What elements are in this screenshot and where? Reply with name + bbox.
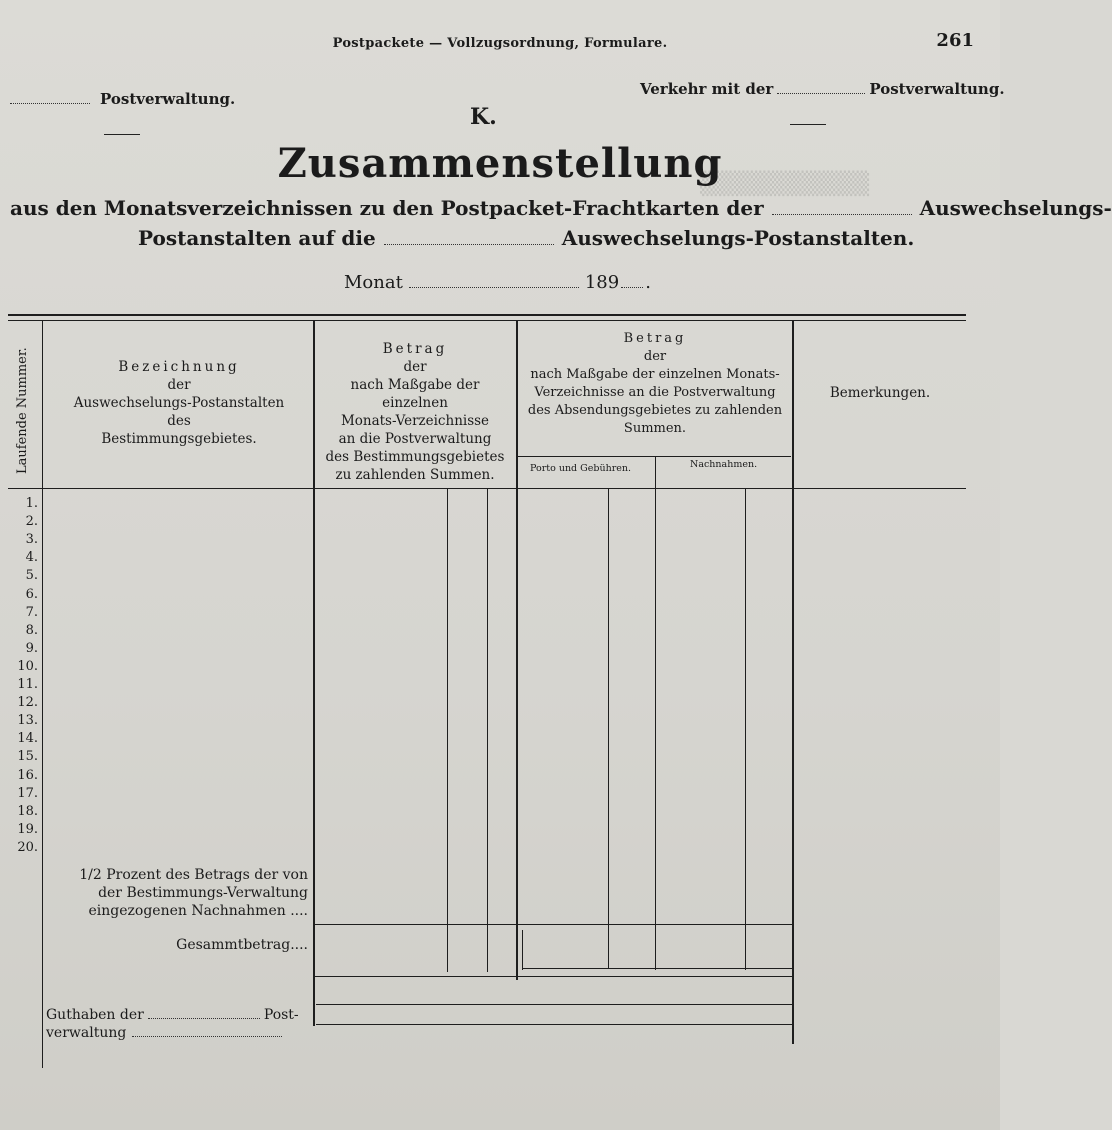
col-divider-4	[792, 320, 794, 1044]
blank-line	[148, 1018, 260, 1019]
credit-post: Post-	[263, 1007, 299, 1023]
col4-line: der	[643, 349, 667, 364]
credit-rule	[316, 1024, 792, 1025]
page-number: 261	[936, 30, 974, 51]
col4-line: des Absendungsgebietes zu zahlenden	[527, 403, 783, 418]
row-number: 17.	[17, 785, 38, 801]
col-header-amount-destination	[316, 340, 514, 484]
row-number: 9.	[25, 640, 38, 656]
amount-subrule	[655, 456, 656, 970]
divider	[790, 124, 826, 125]
blank-line	[132, 1036, 282, 1037]
row-number: 8.	[25, 622, 38, 638]
row-number: 20.	[17, 839, 38, 855]
blank-line	[621, 287, 643, 288]
row-number: 11.	[17, 677, 38, 692]
table-top-rule	[8, 314, 966, 316]
row-number: 19.	[17, 821, 38, 837]
col2-line: Bestimmungsgebietes.	[101, 431, 257, 447]
col4-sub-rule	[517, 456, 791, 457]
bleed-through-text: ▒▒▒▒▒▒▒▒▒▒	[700, 172, 870, 197]
subtitle-line-2	[138, 226, 914, 250]
credit-end: verwaltung	[46, 1025, 127, 1041]
col2-line: Bezeichnung	[118, 359, 240, 375]
row-number: 2.	[25, 514, 38, 530]
row-number: 18.	[17, 803, 38, 819]
blank-line	[384, 244, 554, 245]
col3-line: Monats-Verzeichnisse	[340, 413, 490, 429]
page-title: Zusammenstellung	[277, 140, 723, 187]
col-header-designation	[48, 358, 310, 448]
col3-line: an die Postverwaltung	[338, 431, 492, 447]
amount-subrule	[447, 488, 448, 972]
col-header-amount-origin	[519, 330, 791, 438]
total-rule	[522, 968, 792, 969]
credit-rule	[316, 1004, 792, 1005]
row-number: 7.	[25, 604, 38, 620]
percent-line: eingezogenen Nachnahmen ....	[88, 903, 308, 919]
amount-subrule	[487, 488, 488, 972]
subtitle-line-1	[10, 196, 1112, 220]
right-admin-prefix: Verkehr mit der	[640, 80, 774, 98]
col-divider-1	[42, 320, 43, 1068]
subtitle-1-end: Auswechselungs-	[919, 196, 1112, 220]
year-prefix: 189	[584, 272, 620, 293]
col3-line: zu zahlenden Summen.	[335, 467, 495, 483]
credit-line-1	[46, 1006, 314, 1024]
credit-line-2	[46, 1024, 314, 1042]
total-rule	[313, 976, 792, 977]
blank-line	[777, 93, 865, 94]
credit-label	[46, 1006, 314, 1042]
percent-sum-rule	[313, 924, 792, 925]
running-head: Postpackete — Vollzugsordnung, Formulare.	[332, 36, 668, 51]
col-divider-2	[313, 320, 315, 1026]
col4-line: Summen.	[623, 421, 687, 436]
row-number: 3.	[25, 532, 38, 548]
col4-line: Betrag	[623, 331, 687, 346]
col2-line: Auswechselungs-Postanstalten	[73, 395, 285, 411]
col4-line: nach Maßgabe der einzelnen Monats-	[530, 367, 780, 382]
col2-line: der	[167, 377, 191, 393]
divider	[104, 134, 140, 135]
right-administration-line	[640, 80, 1005, 98]
col-subheader-postage: Porto und Gebühren.	[530, 463, 631, 474]
row-number: 13.	[17, 713, 38, 729]
blank-line	[10, 103, 90, 104]
row-number: 10.	[17, 658, 38, 674]
col-subheader-cod: Nachnahmen.	[690, 459, 758, 470]
left-administration-line	[10, 90, 235, 108]
percent-line: der Bestimmungs-Verwaltung	[98, 885, 308, 901]
subtitle-1-start: aus den Monatsverzeichnissen zu den Postpacket-Frachtkarten der	[10, 196, 764, 220]
total-label: Gesammtbetrag....	[176, 937, 308, 953]
year-end: .	[645, 272, 651, 293]
credit-start: Guthaben der	[46, 1007, 144, 1023]
col3-line: der	[403, 359, 427, 375]
row-number: 15.	[17, 749, 38, 765]
col3-line: des Bestimmungsgebietes	[325, 449, 505, 465]
subtitle-2-end: Auswechselungs-Postanstalten.	[561, 226, 915, 250]
total-box-side	[522, 930, 523, 970]
col3-line: nach Maßgabe der einzelnen	[350, 377, 480, 411]
row-number: 1.	[25, 496, 38, 511]
table-top-rule-thin	[8, 320, 966, 321]
amount-subrule	[745, 488, 746, 970]
percent-label	[46, 866, 308, 920]
month-label: Monat	[344, 272, 403, 293]
right-admin-suffix: Postverwaltung.	[869, 80, 1005, 98]
amount-subrule	[608, 488, 609, 968]
col-header-remarks: Bemerkungen.	[829, 385, 931, 401]
form-letter: K.	[470, 104, 497, 130]
row-number: 6.	[25, 586, 38, 602]
blank-line	[409, 287, 579, 288]
row-number: 5.	[25, 568, 38, 584]
month-line	[344, 272, 651, 293]
col2-line: des	[167, 413, 191, 429]
col-divider-3	[516, 320, 518, 980]
col3-line: Betrag	[382, 341, 448, 357]
percent-line: 1/2 Prozent des Betrags der von	[79, 867, 308, 883]
row-number: 4.	[25, 550, 38, 566]
left-admin-label: Postverwaltung.	[100, 90, 236, 108]
row-number: 12.	[17, 695, 38, 711]
blank-line	[772, 214, 912, 215]
col-header-number: Laufende Nummer.	[15, 347, 30, 475]
col4-line: Verzeichnisse an die Postverwaltung	[534, 385, 776, 400]
row-number: 16.	[17, 767, 38, 783]
row-number: 14.	[17, 731, 38, 747]
subtitle-2-start: Postanstalten auf die	[138, 226, 376, 250]
